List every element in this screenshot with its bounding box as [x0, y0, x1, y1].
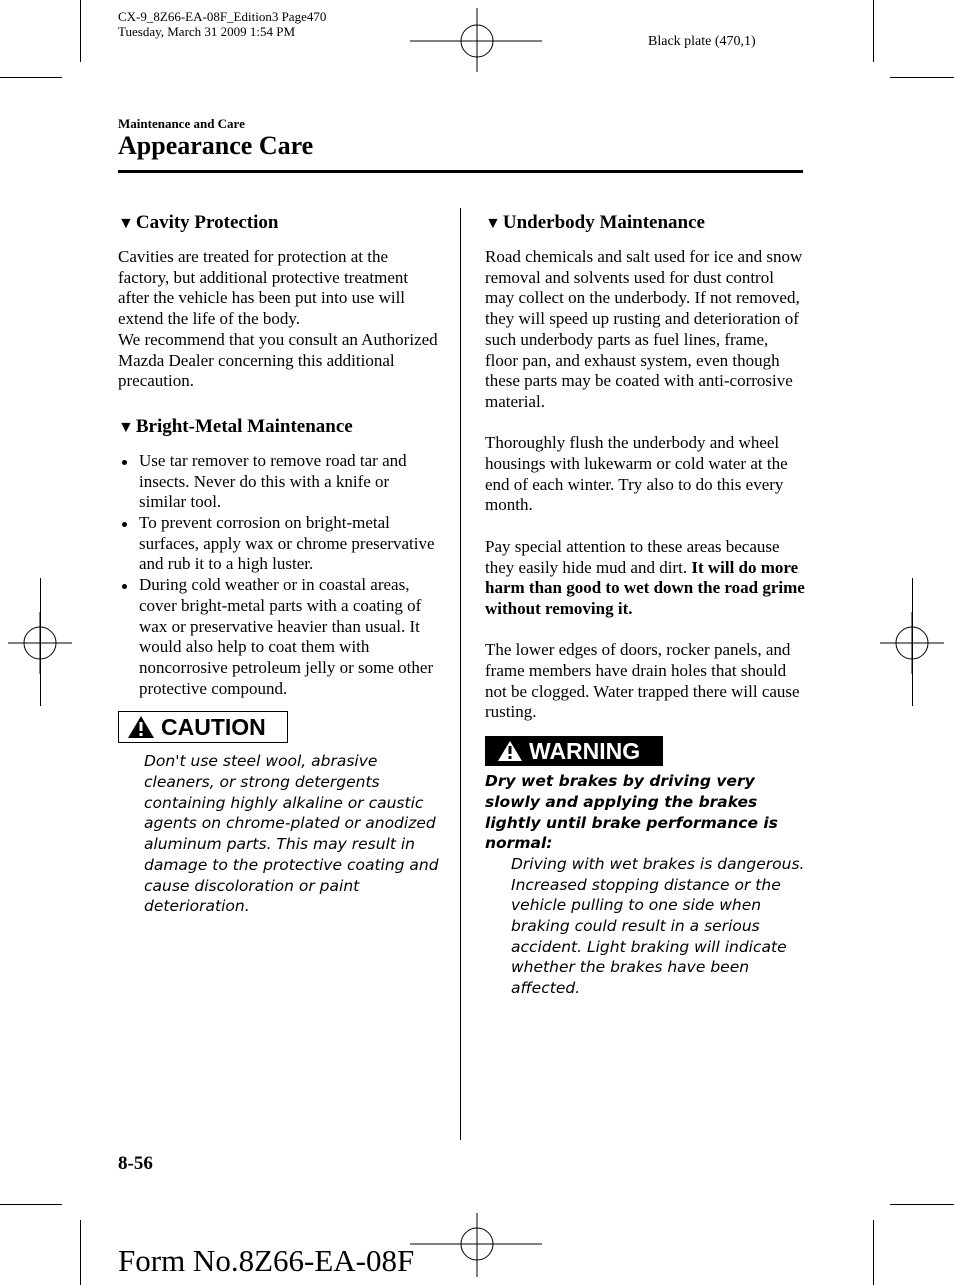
plate-label: Black plate (470,1) — [648, 34, 756, 49]
crosshair-icon — [410, 1213, 542, 1277]
underbody-para-3: Pay special attention to these areas because they easily hide mud and dirt. It will do more harm than good to wet down the road grime without removing it. — [485, 536, 805, 618]
bright-metal-heading: ▼ Bright-Metal Maintenance — [118, 415, 353, 437]
warning-bold-text: Dry wet brakes by driving very slowly and applying the brakes lightly until brake performance is normal: — [485, 772, 778, 853]
cavity-para-2: We recommend that you consult an Authorized Mazda Dealer concerning this additional precaution. — [118, 329, 438, 391]
form-number: Form No.8Z66-EA-08F — [118, 1243, 415, 1278]
underbody-heading: ▼ Underbody Maintenance — [485, 212, 705, 233]
triangle-down-icon: ▼ — [485, 215, 501, 232]
warning-triangle-icon — [127, 715, 155, 739]
crosshair-icon — [880, 612, 944, 674]
section-label: Maintenance and Care — [118, 116, 245, 131]
list-item: Use tar remover to remove road tar and insects. Never do this with a knife or similar tool. — [118, 451, 440, 513]
list-item: During cold weather or in coastal areas, cover bright-metal parts with a coating of wax or preservative heavier than usual. It would also help to coat them with noncorrosive petroleum jelly or some other protective compound. — [118, 575, 440, 699]
bright-metal-list — [118, 451, 440, 699]
page-number: 8-56 — [118, 1153, 153, 1174]
right-column — [485, 212, 805, 999]
title-rule — [118, 170, 803, 173]
cavity-heading: ▼ Cavity Protection — [118, 212, 279, 233]
print-header — [118, 9, 326, 39]
list-item: To prevent corrosion on bright-metal surfaces, apply wax or chrome preservative and rub it to a high luster. — [118, 513, 440, 575]
caution-label: CAUTION — [118, 711, 288, 743]
underbody-para-3-bold: It will do more harm than good to wet down the road grime without removing it. — [485, 557, 805, 618]
column-divider — [460, 208, 461, 1140]
left-column — [118, 212, 440, 917]
warning-text: Driving with wet brakes is dangerous. Increased stopping distance or the vehicle pulling to one side when braking could result in a serious accident. Light braking will indicate whether the brakes have been affected. — [511, 854, 805, 998]
warning-triangle-icon — [497, 740, 523, 762]
file-line: CX-9_8Z66-EA-08F_Edition3 Page470 — [118, 9, 327, 24]
underbody-para-1: Road chemicals and salt used for ice and snow removal and solvents used for dust control may collect on the underbody. If not removed, they will speed up rusting and deterioration of such underbody parts as fuel lines, frame, floor pan, and exhaust system, even though these parts may be coated with anti-corrosive material. — [485, 247, 803, 411]
date-line: Tuesday, March 31 2009 1:54 PM — [118, 24, 296, 39]
underbody-para-2: Thoroughly flush the underbody and wheel housings with lukewarm or cold water at the end of each winter. Try also to do this every month. — [485, 433, 788, 515]
warning-label: WARNING — [485, 736, 663, 766]
page-title: Appearance Care — [118, 131, 314, 160]
triangle-down-icon: ▼ — [118, 418, 134, 436]
crosshair-icon — [410, 8, 542, 72]
underbody-para-4: The lower edges of doors, rocker panels, and frame members have drain holes that should not be clogged. Water trapped there will cause rusting. — [485, 640, 800, 722]
triangle-down-icon: ▼ — [118, 215, 134, 232]
caution-text: Don't use steel wool, abrasive cleaners, or strong detergents containing highly alkaline or caustic agents on chrome-plated or anodized aluminum parts. This may result in damage to the protective coating and cause discoloration or paint deterioration. — [144, 752, 439, 916]
crosshair-icon — [8, 612, 72, 674]
cavity-para-1: Cavities are treated for protection at the factory, but additional protective treatment after the vehicle has been put into use will extend the life of the body. — [118, 247, 409, 329]
